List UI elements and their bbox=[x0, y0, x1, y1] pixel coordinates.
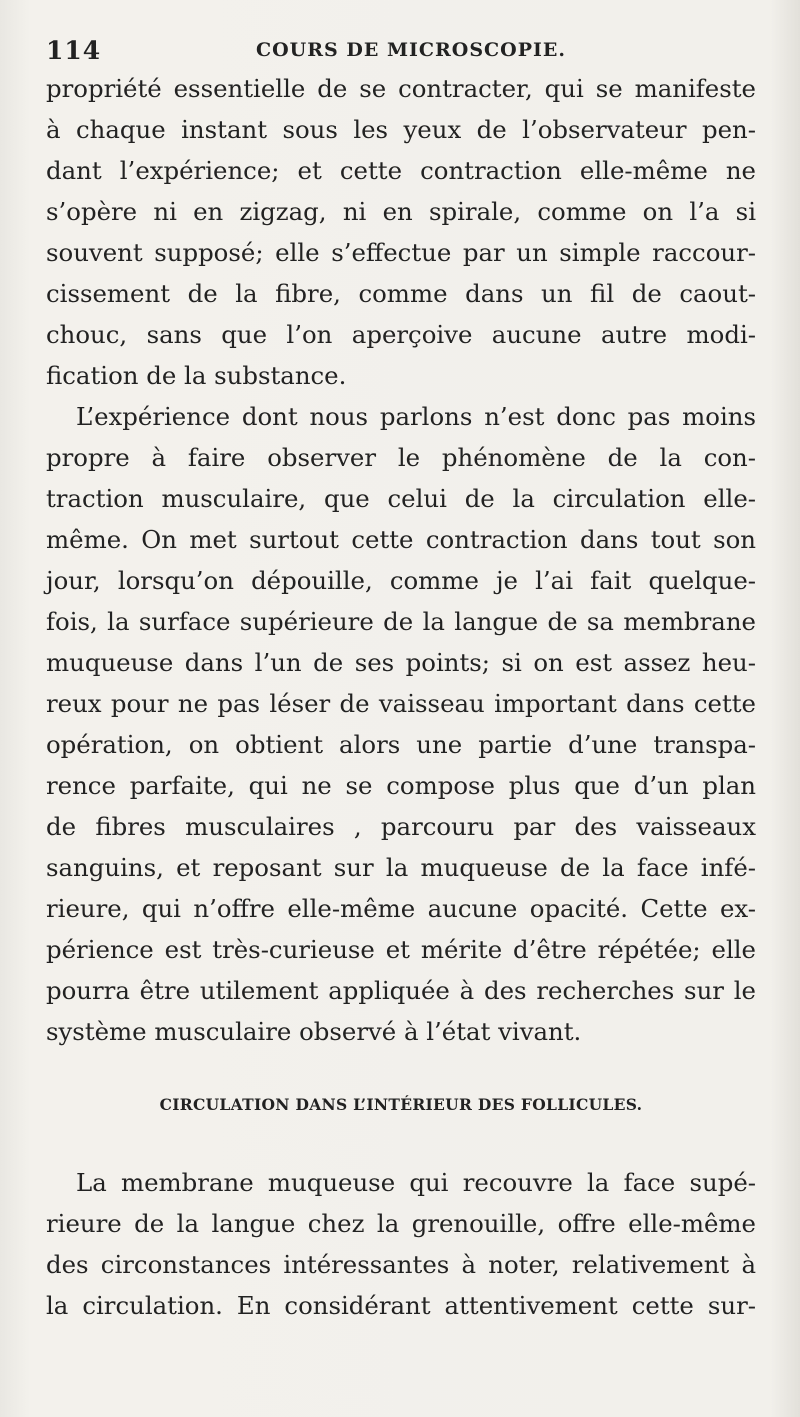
running-title: COURS DE MICROSCOPIE. bbox=[256, 39, 566, 61]
text-line: opération, on obtient alors une partie d’une transpa- bbox=[46, 730, 756, 759]
page-header bbox=[46, 36, 756, 70]
text-line: rieure de la langue chez la grenouille, offre elle-même bbox=[46, 1209, 756, 1238]
text-line: fication de la substance. bbox=[46, 361, 347, 390]
main-text bbox=[46, 68, 756, 1052]
text-line: traction musculaire, que celui de la circulation elle- bbox=[46, 484, 756, 513]
text-line: pourra être utilement appliquée à des recherches sur le bbox=[46, 976, 756, 1005]
text-line: même. On met surtout cette contraction dans tout son bbox=[46, 525, 756, 554]
page-number: 114 bbox=[46, 36, 102, 65]
text-line: s’opère ni en zigzag, ni en spirale, comme on l’a si bbox=[46, 197, 756, 226]
text-line: L’expérience dont nous parlons n’est donc pas moins bbox=[76, 402, 756, 431]
text-line: des circonstances intéressantes à noter, relativement à bbox=[46, 1250, 756, 1279]
paragraph-2 bbox=[46, 396, 756, 1052]
text-line: à chaque instant sous les yeux de l’observateur pen- bbox=[46, 115, 756, 144]
text-line: propre à faire observer le phénomène de la con- bbox=[46, 443, 756, 472]
paragraph-1 bbox=[46, 68, 756, 396]
text-line: La membrane muqueuse qui recouvre la face supé- bbox=[76, 1168, 756, 1197]
text-line: dant l’expérience; et cette contraction elle-même ne bbox=[46, 156, 756, 185]
section-heading: CIRCULATION DANS L’INTÉRIEUR DES FOLLICULES. bbox=[159, 1095, 643, 1114]
text-line: muqueuse dans l’un de ses points; si on est assez heu- bbox=[46, 648, 756, 677]
text-line: reux pour ne pas léser de vaisseau important dans cette bbox=[46, 689, 756, 718]
text-line: souvent supposé; elle s’effectue par un simple raccour- bbox=[46, 238, 756, 267]
text-line: de fibres musculaires , parcouru par des vaisseaux bbox=[46, 812, 756, 841]
text-line: cissement de la fibre, comme dans un fil de caout- bbox=[46, 279, 756, 308]
text-line: la circulation. En considérant attentivement cette sur- bbox=[46, 1291, 756, 1320]
text-line: rieure, qui n’offre elle-même aucune opacité. Cette ex- bbox=[46, 894, 756, 923]
text-line: système musculaire observé à l’état vivant. bbox=[46, 1017, 582, 1046]
text-line: sanguins, et reposant sur la muqueuse de la face infé- bbox=[46, 853, 756, 882]
text-line: chouc, sans que l’on aperçoive aucune autre modi- bbox=[46, 320, 756, 349]
text-line: fois, la surface supérieure de la langue de sa membrane bbox=[46, 607, 756, 636]
text-line: rence parfaite, qui ne se compose plus que d’un plan bbox=[46, 771, 756, 800]
text-line: périence est très-curieuse et mérite d’être répétée; elle bbox=[46, 935, 756, 964]
text-line: jour, lorsqu’on dépouille, comme je l’ai fait quelque- bbox=[46, 566, 756, 595]
text-line: propriété essentielle de se contracter, qui se manifeste bbox=[46, 74, 756, 103]
paragraph-3 bbox=[46, 1162, 756, 1326]
